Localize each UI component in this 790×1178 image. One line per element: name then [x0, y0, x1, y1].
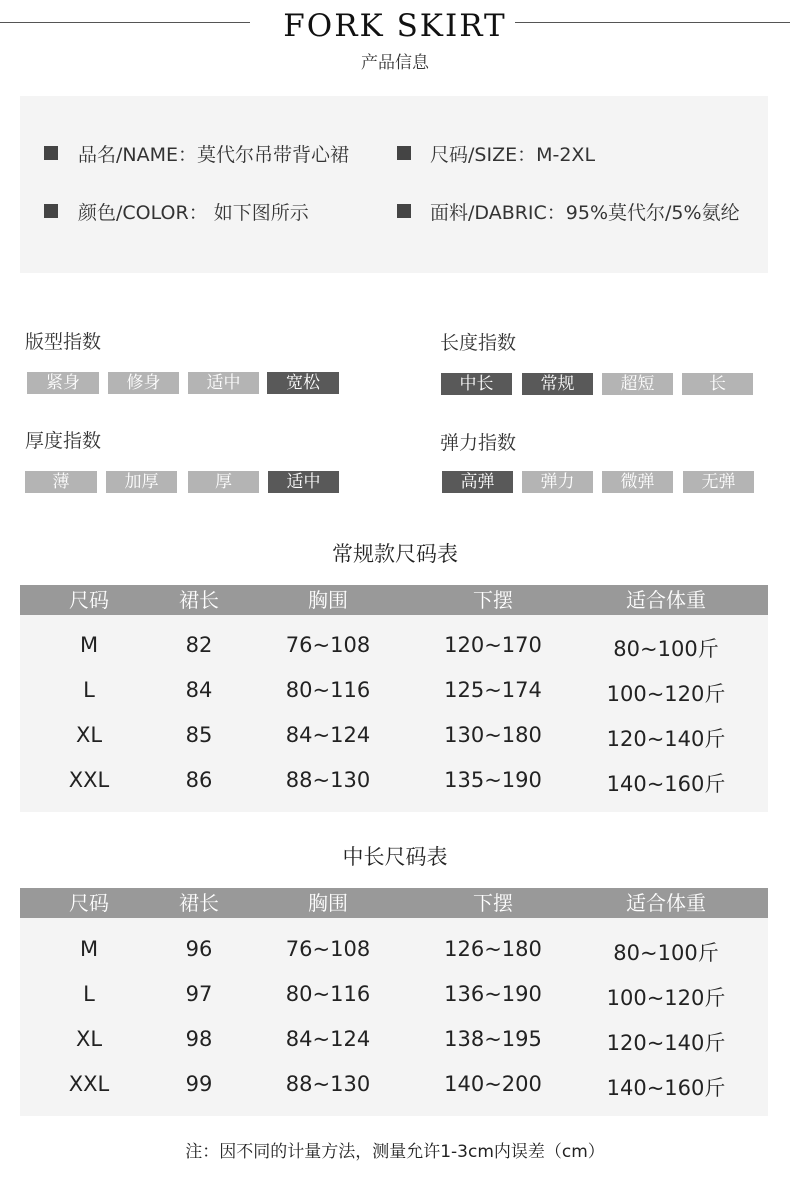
table-cell: 97 [185, 982, 213, 1006]
table-cell: 96 [185, 937, 213, 961]
table-cell: 120~170 [444, 633, 542, 657]
info-color: 颜色/COLOR： 如下图所示 [78, 202, 309, 224]
table-cell: 126~180 [444, 937, 542, 961]
length-index-title: 长度指数 [440, 332, 517, 354]
table-cell: 80~100斤 [613, 637, 719, 661]
header-cell: 裙长 [179, 588, 219, 612]
header-cell: 尺码 [69, 588, 109, 612]
header-cell: 适合体重 [626, 588, 706, 612]
header-cell: 下摆 [473, 891, 513, 915]
bullet-square-icon [397, 146, 411, 160]
table-cell: 98 [185, 1027, 213, 1051]
elasticity-option: 微弹 [602, 471, 673, 493]
thickness-option: 加厚 [106, 471, 177, 493]
thickness-option: 厚 [188, 471, 259, 493]
table-cell: 84 [185, 678, 213, 702]
thickness-option: 适中 [268, 471, 339, 493]
measurement-note: 注：因不同的计量方法，测量允许1-3cm内误差（cm） [185, 1142, 605, 1162]
thickness-option: 薄 [25, 471, 97, 493]
table-cell: XXL [68, 1072, 110, 1096]
elasticity-option: 弹力 [522, 471, 593, 493]
info-size: 尺码/SIZE：M-2XL [430, 144, 596, 166]
header-cell: 尺码 [69, 891, 109, 915]
fit-option: 适中 [188, 372, 259, 394]
fit-index-title: 版型指数 [25, 331, 102, 353]
thickness-index-title: 厚度指数 [25, 430, 102, 452]
table-cell: 120~140斤 [606, 1031, 726, 1055]
table-cell: 99 [185, 1072, 213, 1096]
table-cell: 140~160斤 [606, 1076, 726, 1100]
table-cell: M [79, 937, 99, 961]
header-cell: 适合体重 [626, 891, 706, 915]
table-cell: 120~140斤 [606, 727, 726, 751]
table-cell: XXL [68, 768, 110, 792]
header-cell: 裙长 [179, 891, 219, 915]
bullet-square-icon [44, 204, 58, 218]
product-info-panel [20, 96, 768, 273]
bullet-square-icon [44, 146, 58, 160]
table-cell: 140~160斤 [606, 772, 726, 796]
length-option: 中长 [441, 373, 512, 395]
fit-option: 宽松 [267, 372, 339, 394]
table-cell: 138~195 [444, 1027, 542, 1051]
table-cell: 100~120斤 [606, 986, 726, 1010]
table-cell: 140~200 [444, 1072, 542, 1096]
page-subtitle: 产品信息 [361, 53, 429, 73]
info-name: 品名/NAME：莫代尔吊带背心裙 [78, 144, 350, 166]
header-cell: 下摆 [473, 588, 513, 612]
elasticity-option: 高弹 [442, 471, 513, 493]
table-cell: 76~108 [285, 937, 371, 961]
brand-title: FORK SKIRT [283, 8, 507, 44]
elasticity-index-title: 弹力指数 [440, 432, 517, 454]
table-cell: 125~174 [444, 678, 542, 702]
table-cell: 88~130 [285, 768, 371, 792]
table-cell: 84~124 [285, 1027, 371, 1051]
length-option: 常规 [522, 373, 593, 395]
table-cell: 80~116 [285, 982, 371, 1006]
table-cell: 85 [185, 723, 213, 747]
table-cell: XL [75, 1027, 103, 1051]
elasticity-option: 无弹 [683, 471, 754, 493]
regular-size-table-title: 常规款尺码表 [332, 542, 458, 566]
bullet-square-icon [397, 204, 411, 218]
table-cell: 130~180 [444, 723, 542, 747]
table-cell: 135~190 [444, 768, 542, 792]
midi-size-table-header [20, 888, 768, 918]
table-cell: XL [75, 723, 103, 747]
table-cell: L [83, 982, 95, 1006]
fit-option: 修身 [108, 372, 179, 394]
table-cell: L [83, 678, 95, 702]
info-fabric: 面料/DABRIC：95%莫代尔/5%氨纶 [430, 202, 740, 224]
midi-size-table-body [20, 918, 768, 1116]
fit-option: 紧身 [27, 372, 99, 394]
midi-size-table-title: 中长尺码表 [342, 845, 448, 869]
regular-size-table-header [20, 585, 768, 615]
table-cell: 82 [185, 633, 213, 657]
regular-size-table-body [20, 615, 768, 812]
table-cell: 88~130 [285, 1072, 371, 1096]
length-option: 长 [682, 373, 753, 395]
length-option: 超短 [602, 373, 673, 395]
table-cell: 80~100斤 [613, 941, 719, 965]
table-cell: M [79, 633, 99, 657]
table-cell: 136~190 [444, 982, 542, 1006]
table-cell: 84~124 [285, 723, 371, 747]
header-cell: 胸围 [308, 588, 348, 612]
header-cell: 胸围 [308, 891, 348, 915]
table-cell: 100~120斤 [606, 682, 726, 706]
table-cell: 86 [185, 768, 213, 792]
table-cell: 80~116 [285, 678, 371, 702]
table-cell: 76~108 [285, 633, 371, 657]
